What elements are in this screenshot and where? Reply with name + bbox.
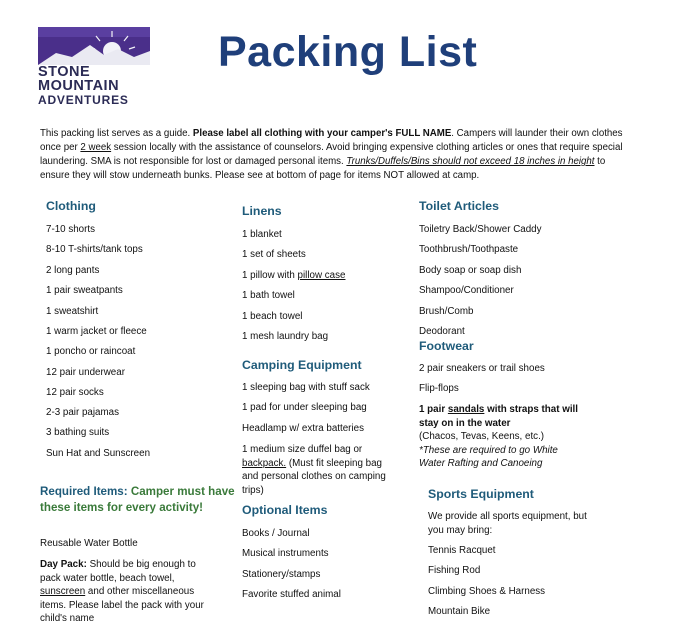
camping-item-duffel (242, 443, 397, 497)
required-items-title: Required Items: (40, 485, 128, 498)
clothing-item: 1 sweatshirt (46, 306, 99, 317)
footwear-item: Flip-flops (419, 383, 459, 394)
linens-item: 1 blanket (242, 229, 282, 240)
clothing-heading: Clothing (46, 199, 96, 213)
toilet-item: Toothbrush/Toothpaste (419, 244, 519, 255)
sandals-word: sandals (447, 404, 485, 415)
camping-item: Headlamp w/ extra batteries (242, 423, 364, 434)
sandals-text: 1 pair (419, 404, 448, 415)
clothing-item: 1 pair sweatpants (46, 285, 123, 296)
linens-item: 1 mesh laundry bag (242, 331, 329, 342)
optional-item: Favorite stuffed animal (242, 589, 341, 600)
optional-item: Stationery/stamps (242, 569, 321, 580)
mountain-logo-icon (38, 27, 150, 65)
optional-heading: Optional Items (242, 503, 328, 517)
required-items-heading (40, 484, 240, 516)
sandals-note: *These are required to go White Water Rafting and Canoeing (419, 444, 558, 469)
intro-text: This packing list serves as a guide. (40, 128, 193, 139)
intro-text: to ensure they will stow underneath bunks. Please see at bottom of page for items NOT allowed at camp. (40, 156, 606, 181)
duffel-text: 1 medium size duffel bag or (242, 444, 363, 455)
sports-item: Mountain Bike (428, 606, 491, 617)
page-title: Packing List (218, 28, 478, 76)
optional-item: Books / Journal (242, 528, 310, 539)
intro-text: . Campers will launder their own clothes once per (40, 128, 623, 153)
camping-heading: Camping Equipment (242, 358, 362, 372)
clothing-item: 1 poncho or raincoat (46, 346, 136, 357)
footwear-heading: Footwear (419, 339, 474, 353)
clothing-item: 12 pair socks (46, 387, 104, 398)
clothing-item: 3 bathing suits (46, 427, 110, 438)
pillow-case-text: pillow case (297, 270, 346, 281)
camping-item: 1 pad for under sleeping bag (242, 402, 367, 413)
footwear-item-sandals (419, 403, 579, 471)
logo-line-1: STONE (38, 64, 91, 80)
linens-item-text: 1 pillow with (242, 270, 298, 281)
clothing-item: 1 warm jacket or fleece (46, 326, 147, 337)
linens-item: 1 bath towel (242, 290, 295, 301)
intro-text: session locally with the assistance of counselors. Avoid bringing expensive clothing articles or ones that require special laundering. SMA is not responsible for lost or damaged personal items. (40, 142, 623, 167)
clothing-item: Sun Hat and Sunscreen (46, 448, 151, 459)
toilet-item: Body soap or soap dish (419, 265, 522, 276)
duffel-backpack: backpack. (242, 457, 287, 469)
toilet-item: Deodorant (419, 326, 465, 337)
sports-intro: We provide all sports equipment, but you may bring: (428, 511, 587, 536)
camping-item: 1 sleeping bag with stuff sack (242, 382, 370, 393)
linens-heading: Linens (242, 204, 282, 218)
day-pack-sunscreen: sunscreen (40, 586, 86, 597)
logo-text (38, 65, 150, 107)
linens-item: 1 set of sheets (242, 249, 306, 260)
day-pack-text: and other miscellaneous items. Please label the pack with your child's name (40, 586, 204, 624)
sports-item: Fishing Rod (428, 565, 481, 576)
intro-label-instruction: Please label all clothing with your camper's FULL NAME (192, 128, 452, 139)
clothing-item: 8-10 T-shirts/tank tops (46, 244, 143, 255)
sandals-brands: (Chacos, Tevas, Keens, etc.) (419, 431, 545, 442)
sports-item: Tennis Racquet (428, 545, 496, 556)
day-pack-text: Should be big enough to pack water bottle, beach towel, (40, 559, 196, 584)
sports-item: Climbing Shoes & Harness (428, 586, 546, 597)
duffel-text: (Must fit sleeping bag and personal clothes on camping trips) (242, 457, 386, 496)
required-item-water-bottle: Reusable Water Bottle (40, 538, 138, 549)
footwear-item: 2 pair sneakers or trail shoes (419, 363, 545, 374)
intro-trunk-rule: Trunks/Duffels/Bins should not exceed 18 inches in height (346, 156, 595, 167)
clothing-item: 2 long pants (46, 265, 100, 276)
logo (38, 27, 150, 111)
intro-paragraph (40, 127, 630, 183)
logo-line-3: ADVENTURES (38, 93, 129, 107)
toilet-item: Shampoo/Conditioner (419, 285, 514, 296)
optional-item: Musical instruments (242, 548, 329, 559)
toilet-heading: Toilet Articles (419, 199, 499, 213)
intro-session-length: 2 week (80, 142, 112, 153)
linens-item (242, 270, 345, 281)
clothing-item: 2-3 pair pajamas (46, 407, 119, 418)
toilet-item: Brush/Comb (419, 306, 474, 317)
logo-line-2: MOUNTAIN (38, 78, 120, 94)
toilet-item: Toiletry Back/Shower Caddy (419, 224, 542, 235)
sandals-text: with straps that will stay on in the water (419, 404, 579, 429)
sports-heading: Sports Equipment (428, 487, 534, 501)
day-pack-label: Day Pack: (40, 559, 87, 570)
linens-item: 1 beach towel (242, 311, 303, 322)
required-item-day-pack (40, 558, 210, 626)
clothing-item: 7-10 shorts (46, 224, 96, 235)
required-items-subtitle: Camper must have these items for every activity! (40, 485, 235, 514)
clothing-item: 12 pair underwear (46, 367, 125, 378)
